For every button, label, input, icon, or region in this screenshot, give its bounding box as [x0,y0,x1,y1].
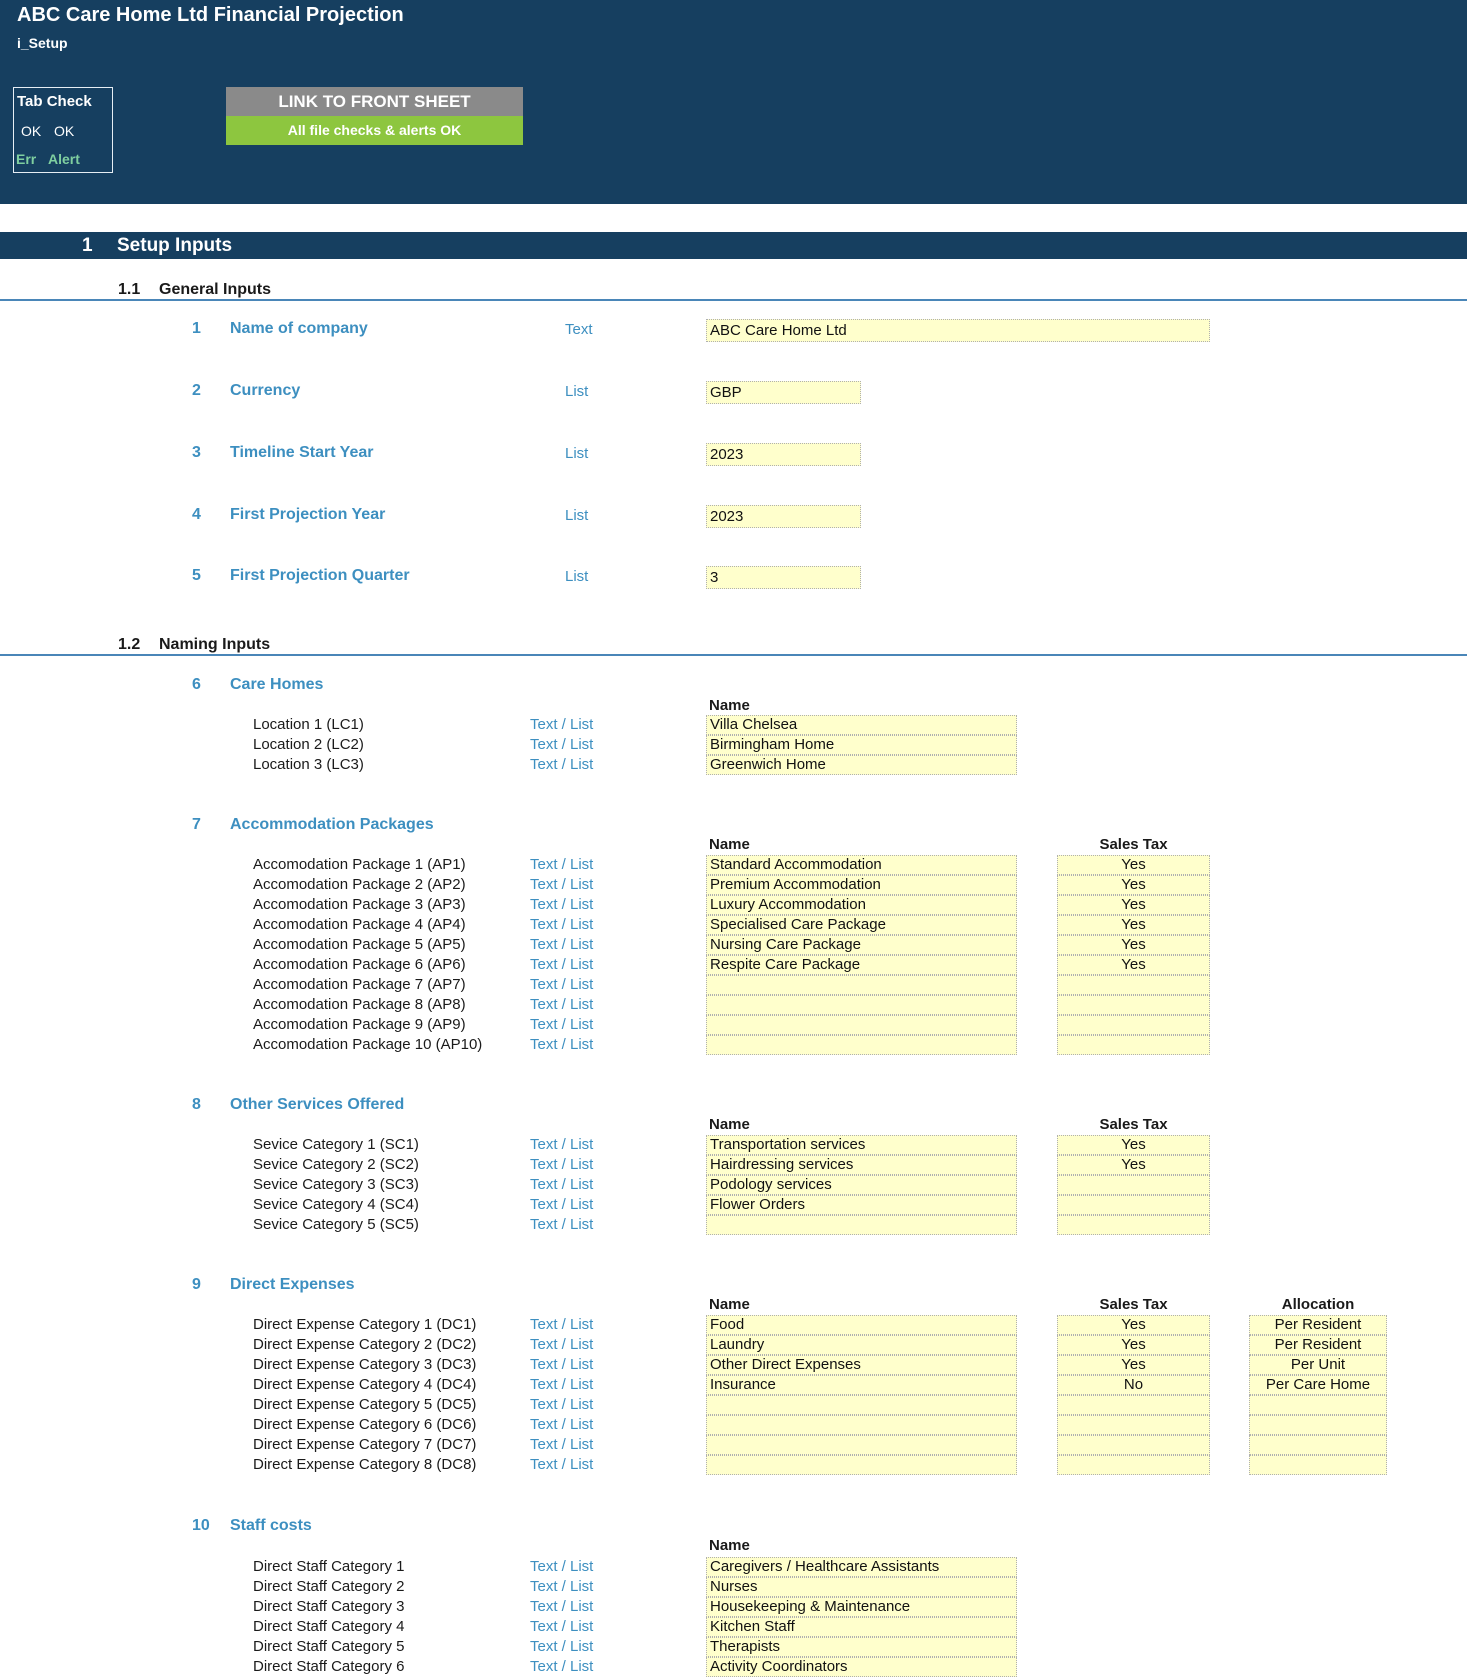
row-label: Accomodation Package 7 (AP7) [253,976,466,993]
item-title: Care Homes [230,676,324,693]
sales-tax-column-header: Sales Tax [1099,1296,1168,1313]
sales-tax-input-field[interactable]: Yes [1057,935,1210,955]
header-banner [0,0,1467,204]
sales-tax-input-field[interactable]: Yes [1057,1135,1210,1155]
name-input-field[interactable]: Kitchen Staff [706,1617,1017,1637]
subsection-divider [0,299,1467,301]
input-type-tag: Text / List [530,1316,594,1333]
tab-check-ok-status: OK [54,123,75,139]
row-label: Accomodation Package 5 (AP5) [253,936,466,953]
name-input-field[interactable]: Caregivers / Healthcare Assistants [706,1557,1017,1577]
row-label: Direct Expense Category 6 (DC6) [253,1416,477,1433]
sales-tax-input-field[interactable]: Yes [1057,895,1210,915]
name-input-field[interactable] [706,1455,1017,1475]
name-input-field[interactable]: Hairdressing services [706,1155,1017,1175]
input-type-tag: Text / List [530,716,594,733]
input-field[interactable]: ABC Care Home Ltd [706,319,1210,342]
sales-tax-input-field[interactable]: Yes [1057,1155,1210,1175]
item-number: 4 [192,506,201,523]
row-label: Sevice Category 1 (SC1) [253,1136,419,1153]
item-number: 6 [192,676,201,693]
sales-tax-input-field[interactable]: No [1057,1375,1210,1395]
name-input-field[interactable]: Luxury Accommodation [706,895,1017,915]
input-type-tag: Text / List [530,1618,594,1635]
row-label: Accomodation Package 1 (AP1) [253,856,466,873]
allocation-input-field[interactable]: Per Resident [1249,1315,1387,1335]
name-input-field[interactable]: Food [706,1315,1017,1335]
item-title: First Projection Quarter [230,567,410,584]
allocation-input-field[interactable] [1249,1415,1387,1435]
item-number: 1 [192,320,201,337]
section-header [0,232,1467,259]
input-type-tag: Text / List [530,1196,594,1213]
sales-tax-input-field[interactable]: Yes [1057,1315,1210,1335]
input-type-tag: Text / List [530,1456,594,1473]
name-input-field[interactable] [706,1035,1017,1055]
input-type-tag: Text / List [530,1216,594,1233]
row-label: Direct Expense Category 4 (DC4) [253,1376,477,1393]
input-type-tag: Text / List [530,1136,594,1153]
name-input-field[interactable]: Transportation services [706,1135,1017,1155]
input-type-tag: Text / List [530,956,594,973]
tab-check-box [13,87,113,173]
app-title: ABC Care Home Ltd Financial Projection [17,4,404,26]
name-input-field[interactable]: Premium Accommodation [706,875,1017,895]
allocation-input-field[interactable] [1249,1395,1387,1415]
item-number: 2 [192,382,201,399]
input-field[interactable]: 3 [706,566,861,589]
item-number: 8 [192,1096,201,1113]
name-input-field[interactable]: Flower Orders [706,1195,1017,1215]
name-input-field[interactable]: Respite Care Package [706,955,1017,975]
input-type-tag: Text / List [530,876,594,893]
section-number: 1 [82,235,93,256]
input-type-tag: Text / List [530,1558,594,1575]
sales-tax-input-field[interactable]: Yes [1057,1355,1210,1375]
tab-check-alert-label: Alert [48,151,80,167]
name-input-field[interactable]: Therapists [706,1637,1017,1657]
name-input-field[interactable]: Activity Coordinators [706,1657,1017,1677]
row-label: Accomodation Package 8 (AP8) [253,996,466,1013]
allocation-input-field[interactable] [1249,1455,1387,1475]
row-label: Accomodation Package 4 (AP4) [253,916,466,933]
name-input-field[interactable]: Birmingham Home [706,735,1017,755]
row-label: Sevice Category 3 (SC3) [253,1176,419,1193]
row-label: Direct Expense Category 2 (DC2) [253,1336,477,1353]
input-type-tag: Text / List [530,1176,594,1193]
name-column-header: Name [709,1116,750,1133]
name-column-header: Name [709,836,750,853]
sales-tax-input-field[interactable]: Yes [1057,955,1210,975]
row-label: Direct Expense Category 7 (DC7) [253,1436,477,1453]
row-label: Direct Staff Category 5 [253,1638,405,1655]
name-input-field[interactable]: Specialised Care Package [706,915,1017,935]
input-type-tag: Text / List [530,916,594,933]
name-input-field[interactable] [706,1415,1017,1435]
allocation-input-field[interactable]: Per Care Home [1249,1375,1387,1395]
sales-tax-input-field[interactable] [1057,975,1210,995]
name-column-header: Name [709,1537,750,1554]
tab-check-err-label: Err [16,151,37,167]
name-input-field[interactable] [706,995,1017,1015]
tab-check-ok-status: OK [21,123,42,139]
item-title: Accommodation Packages [230,816,434,833]
sales-tax-input-field[interactable] [1057,1215,1210,1235]
sales-tax-input-field[interactable]: Yes [1057,855,1210,875]
sales-tax-input-field[interactable] [1057,1435,1210,1455]
name-input-field[interactable]: Villa Chelsea [706,715,1017,735]
input-type-tag: Text / List [530,756,594,773]
input-type-tag: List [565,507,589,524]
name-input-field[interactable]: Podology services [706,1175,1017,1195]
row-label: Sevice Category 2 (SC2) [253,1156,419,1173]
input-type-tag: Text / List [530,1036,594,1053]
subsection-divider [0,654,1467,656]
name-input-field[interactable]: Nurses [706,1577,1017,1597]
row-label: Accomodation Package 9 (AP9) [253,1016,466,1033]
input-type-tag: Text / List [530,1436,594,1453]
input-type-tag: Text / List [530,856,594,873]
input-type-tag: List [565,445,589,462]
item-title: Name of company [230,320,368,337]
row-label: Direct Staff Category 6 [253,1658,405,1675]
name-column-header: Name [709,1296,750,1313]
row-label: Accomodation Package 3 (AP3) [253,896,466,913]
link-to-front-sheet-button[interactable]: LINK TO FRONT SHEET [226,87,523,116]
name-input-field[interactable]: Insurance [706,1375,1017,1395]
input-type-tag: Text [565,321,593,338]
allocation-input-field[interactable] [1249,1435,1387,1455]
row-label: Location 1 (LC1) [253,716,364,733]
item-title: First Projection Year [230,506,386,523]
item-title: Staff costs [230,1517,312,1534]
name-input-field[interactable]: Other Direct Expenses [706,1355,1017,1375]
input-type-tag: Text / List [530,896,594,913]
sales-tax-input-field[interactable] [1057,1395,1210,1415]
row-label: Direct Expense Category 8 (DC8) [253,1456,477,1473]
sheet-name: i_Setup [17,35,68,51]
name-column-header: Name [709,697,750,714]
input-field[interactable]: 2023 [706,505,861,528]
row-label: Direct Expense Category 3 (DC3) [253,1356,477,1373]
sales-tax-input-field[interactable] [1057,995,1210,1015]
item-title: Timeline Start Year [230,444,374,461]
input-type-tag: Text / List [530,1376,594,1393]
input-type-tag: Text / List [530,1638,594,1655]
input-type-tag: Text / List [530,1416,594,1433]
input-type-tag: List [565,568,589,585]
row-label: Accomodation Package 10 (AP10) [253,1036,483,1053]
input-type-tag: Text / List [530,1016,594,1033]
allocation-input-field[interactable]: Per Resident [1249,1335,1387,1355]
name-input-field[interactable]: Housekeeping & Maintenance [706,1597,1017,1617]
row-label: Location 3 (LC3) [253,756,364,773]
row-label: Direct Staff Category 4 [253,1618,405,1635]
item-title: Currency [230,382,301,399]
name-input-field[interactable]: Greenwich Home [706,755,1017,775]
input-type-tag: Text / List [530,996,594,1013]
name-input-field[interactable] [706,1395,1017,1415]
row-label: Direct Staff Category 2 [253,1578,405,1595]
section-title: Setup Inputs [117,235,233,256]
row-label: Sevice Category 4 (SC4) [253,1196,419,1213]
sales-tax-input-field[interactable] [1057,1015,1210,1035]
input-type-tag: List [565,383,589,400]
input-type-tag: Text / List [530,1336,594,1353]
name-input-field[interactable]: Nursing Care Package [706,935,1017,955]
sales-tax-input-field[interactable]: Yes [1057,915,1210,935]
sales-tax-input-field[interactable]: Yes [1057,875,1210,895]
item-number: 5 [192,567,201,584]
input-type-tag: Text / List [530,1598,594,1615]
sales-tax-input-field[interactable]: Yes [1057,1335,1210,1355]
row-label: Direct Staff Category 3 [253,1598,405,1615]
sales-tax-input-field[interactable] [1057,1035,1210,1055]
subsection-title: Naming Inputs [159,636,271,653]
row-label: Location 2 (LC2) [253,736,364,753]
allocation-input-field[interactable]: Per Unit [1249,1355,1387,1375]
input-type-tag: Text / List [530,936,594,953]
sales-tax-input-field[interactable] [1057,1195,1210,1215]
allocation-column-header: Allocation [1281,1296,1355,1313]
item-number: 3 [192,444,201,461]
input-type-tag: Text / List [530,1156,594,1173]
input-type-tag: Text / List [530,1356,594,1373]
input-type-tag: Text / List [530,1396,594,1413]
item-title: Direct Expenses [230,1276,355,1293]
row-label: Direct Staff Category 1 [253,1558,405,1575]
item-number: 10 [192,1517,210,1534]
input-type-tag: Text / List [530,736,594,753]
sales-tax-column-header: Sales Tax [1099,836,1168,853]
input-type-tag: Text / List [530,1658,594,1675]
input-field[interactable]: 2023 [706,443,861,466]
subsection-number: 1.2 [118,636,141,653]
sales-tax-column-header: Sales Tax [1099,1116,1168,1133]
name-input-field[interactable] [706,1015,1017,1035]
sales-tax-input-field[interactable] [1057,1415,1210,1435]
sales-tax-input-field[interactable] [1057,1455,1210,1475]
row-label: Sevice Category 5 (SC5) [253,1216,419,1233]
input-type-tag: Text / List [530,976,594,993]
tab-check-title: Tab Check [17,93,92,110]
row-label: Accomodation Package 6 (AP6) [253,956,466,973]
item-number: 7 [192,816,201,833]
input-field[interactable]: GBP [706,381,861,404]
file-checks-status: All file checks & alerts OK [226,116,523,145]
sales-tax-input-field[interactable] [1057,1175,1210,1195]
item-number: 9 [192,1276,201,1293]
item-title: Other Services Offered [230,1096,405,1113]
name-input-field[interactable] [706,1435,1017,1455]
name-input-field[interactable]: Standard Accommodation [706,855,1017,875]
row-label: Direct Expense Category 5 (DC5) [253,1396,477,1413]
name-input-field[interactable]: Laundry [706,1335,1017,1355]
name-input-field[interactable] [706,975,1017,995]
input-type-tag: Text / List [530,1578,594,1595]
name-input-field[interactable] [706,1215,1017,1235]
subsection-title: General Inputs [159,281,272,298]
row-label: Accomodation Package 2 (AP2) [253,876,466,893]
row-label: Direct Expense Category 1 (DC1) [253,1316,477,1333]
subsection-number: 1.1 [118,281,141,298]
